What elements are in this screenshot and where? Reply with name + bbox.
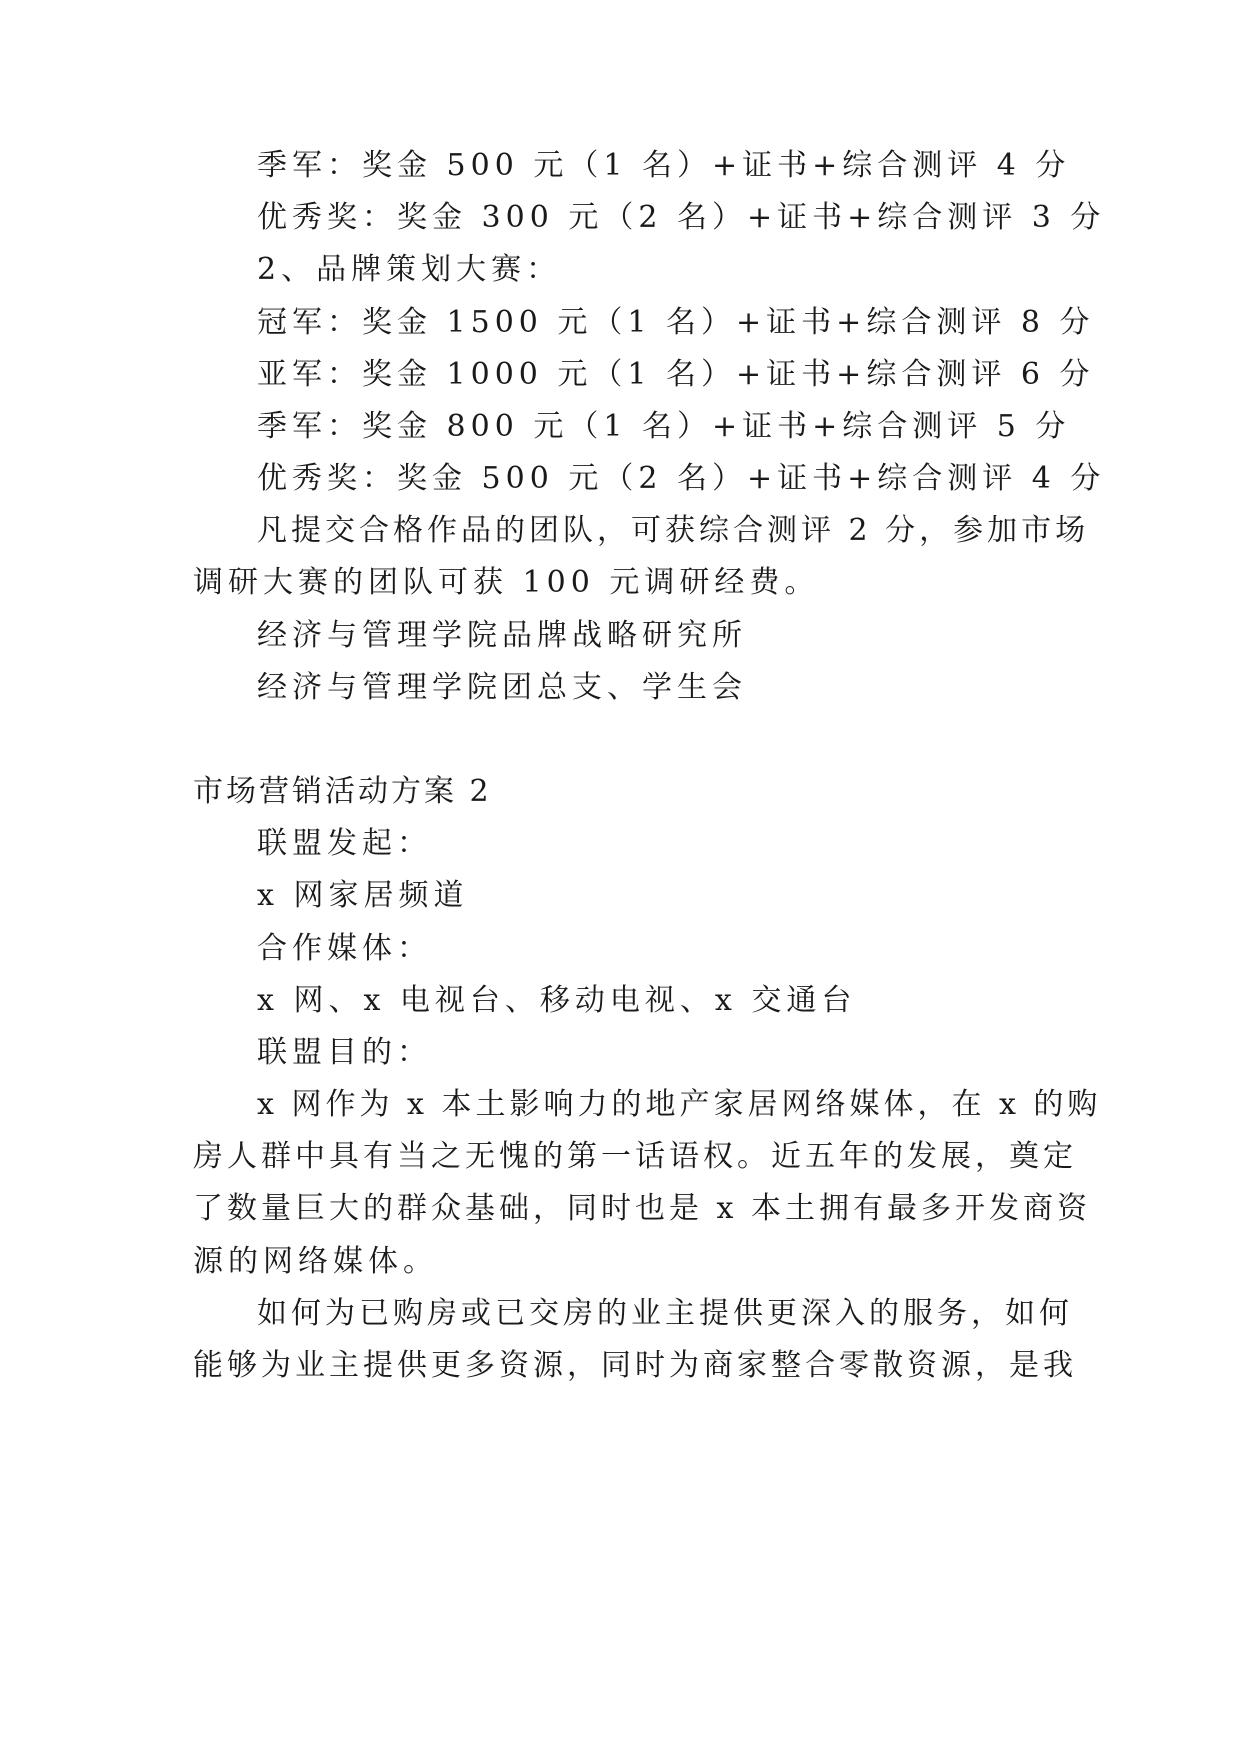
paragraph2-line-2: 能够为业主提供更多资源，同时为商家整合零散资源，是我 <box>193 1348 1077 1383</box>
media-value: x 网、x 电视台、移动电视、x 交通台 <box>257 983 857 1018</box>
goal-label: 联盟目的： <box>257 1035 432 1070</box>
note-line-1: 凡提交合格作品的团队，可获综合测评 2 分，参加市场 <box>257 513 1090 548</box>
paragraph1-line-2: 房人群中具有当之无愧的第一话语权。近五年的发展，奠定 <box>193 1139 1077 1174</box>
paragraph1-line-1: x 网作为 x 本土影响力的地产家居网络媒体，在 x 的购 <box>257 1087 1102 1122</box>
prize-champion-brand: 冠军：奖金 1500 元（1 名）+证书+综合测评 8 分 <box>257 305 1095 340</box>
note-line-2: 调研大赛的团队可获 100 元调研经费。 <box>193 565 820 600</box>
paragraph2-line-1: 如何为已购房或已交房的业主提供更深入的服务，如何 <box>257 1296 1073 1331</box>
prize-third-brand: 季军：奖金 800 元（1 名）+证书+综合测评 5 分 <box>257 409 1071 444</box>
paragraph1-line-3: 了数量巨大的群众基础，同时也是 x 本土拥有最多开发商资 <box>193 1191 1091 1226</box>
prize-third-marketing: 季军：奖金 500 元（1 名）+证书+综合测评 4 分 <box>257 148 1071 183</box>
organizer-1: 经济与管理学院品牌战略研究所 <box>257 618 747 653</box>
organizer-2: 经济与管理学院团总支、学生会 <box>257 670 747 705</box>
prize-runner-up-brand: 亚军：奖金 1000 元（1 名）+证书+综合测评 6 分 <box>257 357 1095 392</box>
brand-contest-heading: 2、品牌策划大赛： <box>257 252 562 287</box>
section-title: 市场营销活动方案 2 <box>193 774 492 809</box>
initiator-value: x 网家居频道 <box>257 878 469 913</box>
media-label: 合作媒体： <box>257 931 432 966</box>
prize-excellence-marketing: 优秀奖：奖金 300 元（2 名）+证书+综合测评 3 分 <box>257 200 1106 235</box>
prize-excellence-brand: 优秀奖：奖金 500 元（2 名）+证书+综合测评 4 分 <box>257 461 1106 496</box>
paragraph1-line-4: 源的网络媒体。 <box>193 1244 438 1279</box>
initiator-label: 联盟发起： <box>257 826 432 861</box>
